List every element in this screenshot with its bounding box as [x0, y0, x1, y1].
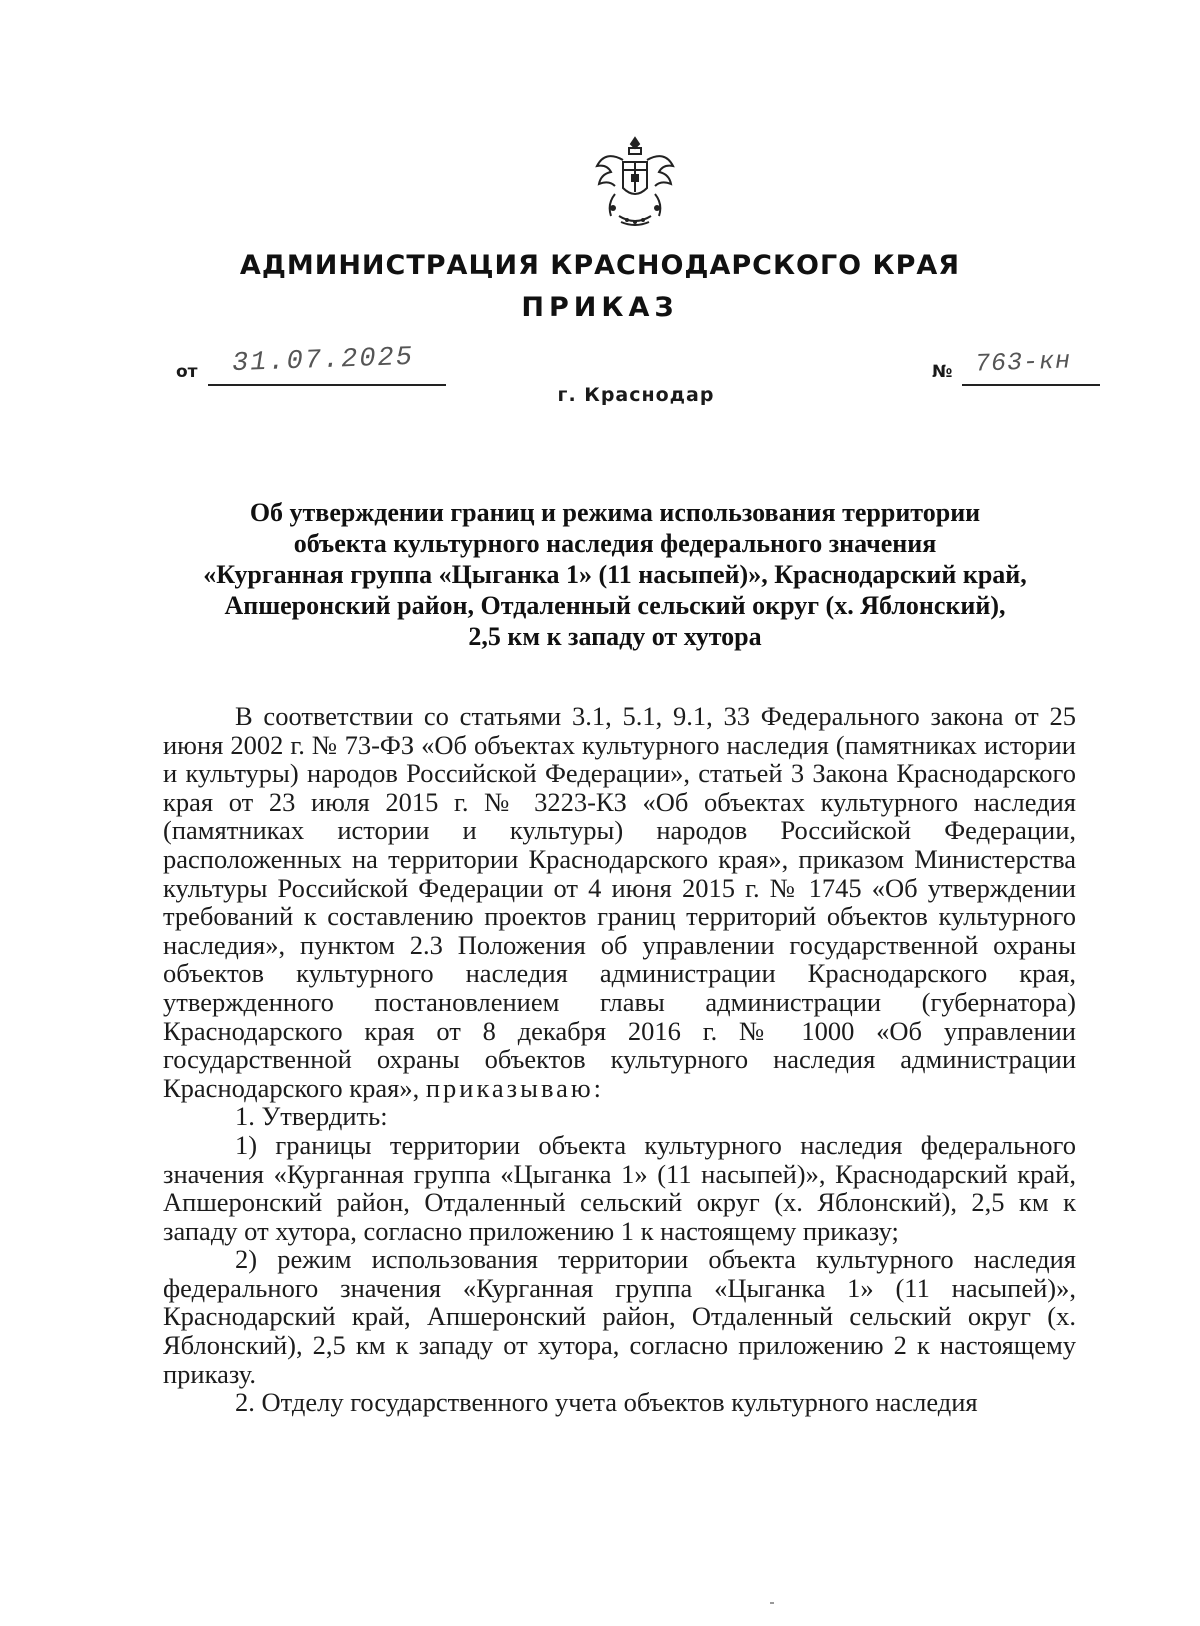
date-label: от [176, 362, 198, 382]
order-word: приказываю: [425, 1072, 605, 1103]
organization-name: АДМИНИСТРАЦИЯ КРАСНОДАРСКОГО КРАЯ [239, 250, 961, 281]
title-line: Об утверждении границ и режима использования территории [249, 498, 981, 527]
title-line: «Курганная группа «Цыганка 1» (11 насыпей)», Краснодарский край, [203, 560, 1027, 589]
item-1-1: 1) границы территории объекта культурного наследия федерального значения «Курганная группа «Цыганка 1» (11 насыпей)», Краснодарский край, Апшеронский район, Отдаленный сельский округ (х. Яблонский), 2,5 км к западу от хутора, согласно приложению 1 к настоящему приказу; [163, 1129, 1076, 1246]
coat-of-arms-emblem [593, 134, 677, 230]
city-line: г. Краснодар [557, 384, 715, 406]
number-label: № [932, 362, 953, 382]
document-title [150, 497, 1080, 652]
title-line: Апшеронский район, Отдаленный сельский округ (х. Яблонский), [224, 591, 1006, 620]
title-line: объекта культурного наследия федерального значения [293, 529, 937, 558]
date-value-handwritten: 31.07.2025 [231, 342, 415, 380]
title-line: 2,5 км к западу от хутора [468, 622, 762, 651]
scan-speck [770, 1602, 774, 1604]
intro-paragraph [163, 702, 1076, 1102]
intro-text: В соответствии со статьями 3.1, 5.1, 9.1, 33 Федерального закона от 25 июня 2002 г. № 73-ФЗ «Об объектах культурного наследия (памятниках истории и культуры) народов Российской Федерации», статьей 3 Закона Краснодарского края от 23 июля 2015 г. № 3223-КЗ «Об объектах культурного наследия (памятниках истории и культуры) народов Российской Федерации, расположенных на территории Краснодарского края», приказом Министерства культуры Российской Федерации от 4 июня 2015 г. № 1745 «Об утверждении требований к составлению проектов границ территорий объектов культурного наследия», пунктом 2.3 Положения об управлении государственной охраны объектов культурного наследия администрации Краснодарского края, утвержденного постановлением главы администрации (губернатора) Краснодарского края от 8 декабря 2016 г. № 1000 «Об управлении государственной охраны объектов культурного наследия администрации Краснодарского края», [163, 701, 1076, 1103]
document-body [163, 702, 1076, 1417]
item-1-2: 2) режим использования территории объекта культурного наследия федерального значения «Курганная группа «Цыганка 1» (11 насыпей)», Краснодарский край, Апшеронский район, Отдаленный сельский округ (х. Яблонский), 2,5 км к западу от хутора, согласно приложению 2 к настоящему приказу. [163, 1244, 1076, 1389]
item-1: 1. Утвердить: [235, 1101, 388, 1132]
item-2: 2. Отделу государственного учета объектов культурного наследия [235, 1387, 978, 1418]
number-value-handwritten: 763-кн [974, 346, 1072, 379]
document-type: ПРИКАЗ [521, 292, 679, 323]
